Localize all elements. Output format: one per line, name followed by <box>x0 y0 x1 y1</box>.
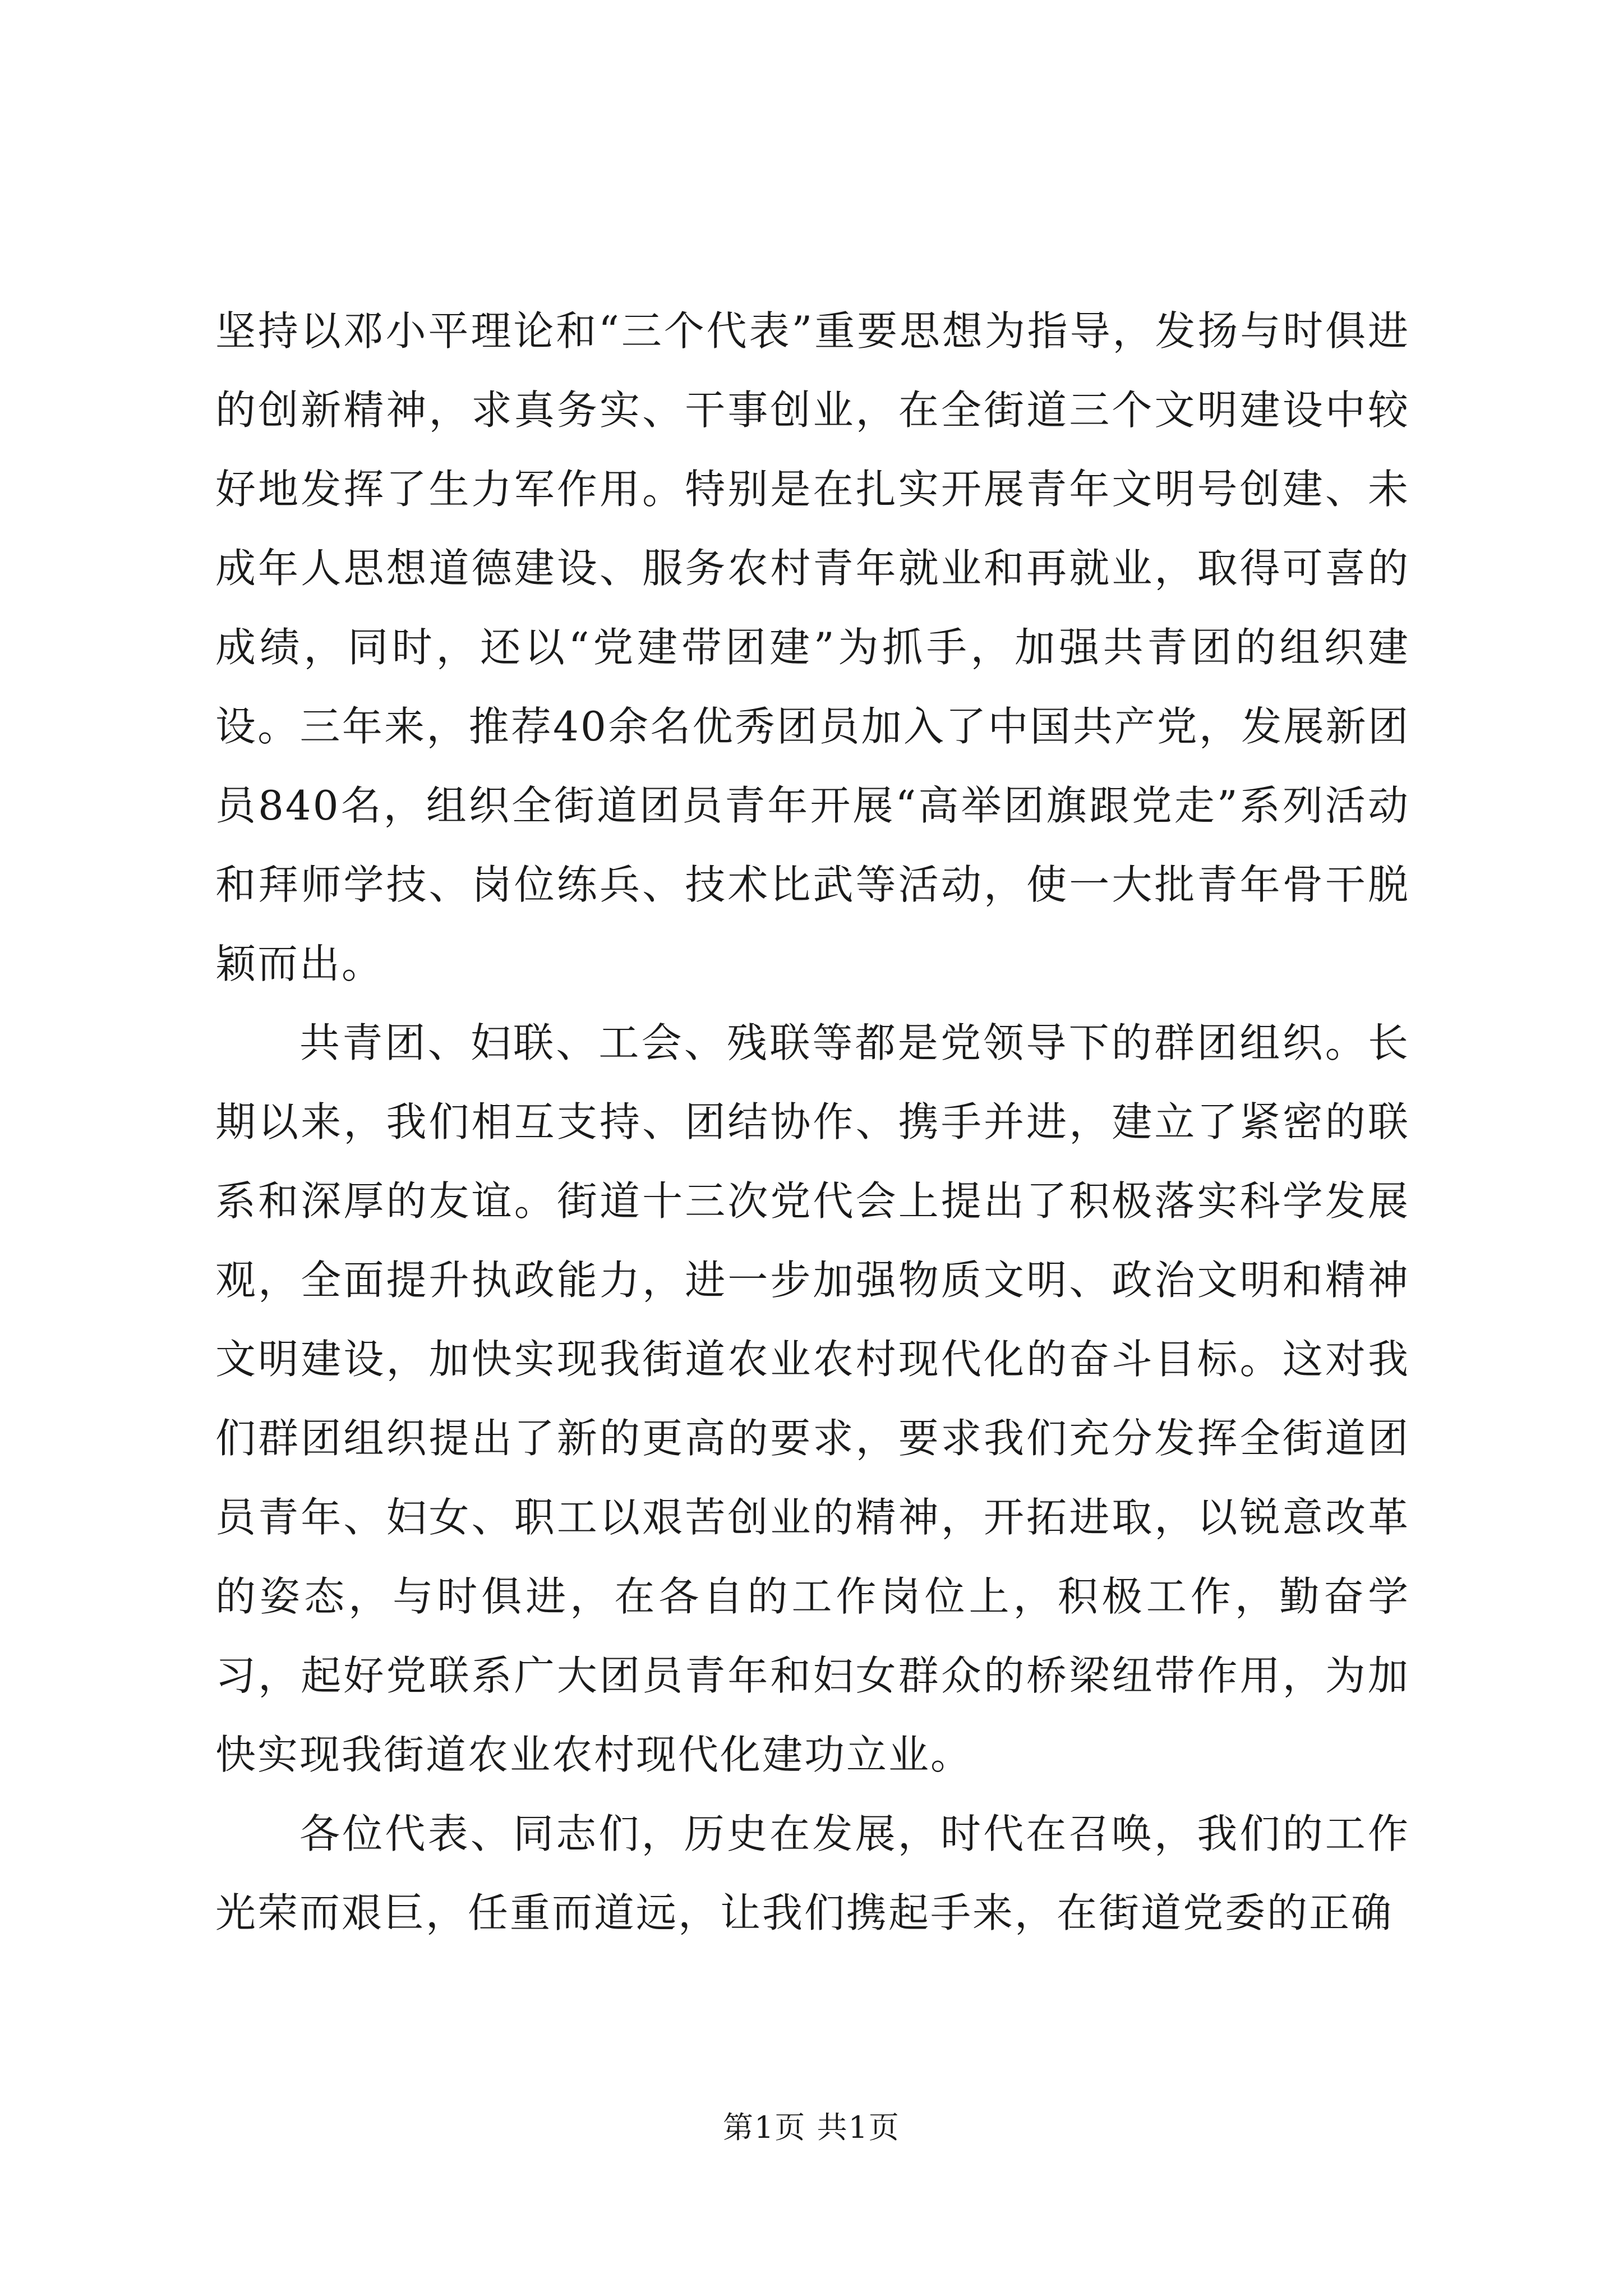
page-number-footer: 第1页 共1页 <box>723 2110 900 2145</box>
paragraph-mass-organizations: 共青团、妇联、工会、残联等都是党领导下的群团组织。长期以来，我们相互支持、团结协作、携手并进，建立了紧密的联系和深厚的友谊。街道十三次党代会上提出了积极落实科学发展观，全面提升执政能力，进一步加强物质文明、政治文明和精神文明建设，加快实现我街道农业农村现代化的奋斗目标。这对我们群团组织提出了新的更高的要求，要求我们充分发挥全街道团员青年、妇女、职工以艰苦创业的精神，开拓进取，以锐意改革的姿态，与时俱进，在各自的工作岗位上，积极工作，勤奋学习，起好党联系广大团员青年和妇女群众的桥梁纽带作用，为加快实现我街道农业农村现代化建功立业。 <box>215 1019 1410 1778</box>
document-body <box>215 292 1410 1953</box>
paragraph-closing: 各位代表、同志们，历史在发展，时代在召唤，我们的工作光荣而艰巨，任重而道远，让我们携起手来，在街道党委的正确 <box>215 1810 1410 1936</box>
paragraph-continuation: 坚持以邓小平理论和“三个代表”重要思想为指导，发扬与时俱进的创新精神，求真务实、干事创业，在全街道三个文明建设中较好地发挥了生力军作用。特别是在扎实开展青年文明号创建、未成年人思想道德建设、服务农村青年就业和再就业，取得可喜的成绩，同时，还以“党建带团建”为抓手，加强共青团的组织建设。三年来，推荐40余名优秀团员加入了中国共产党，发展新团员840名，组织全街道团员青年开展“高举团旗跟党走”系列活动和拜师学技、岗位练兵、技术比武等活动，使一大批青年骨干脱颖而出。 <box>215 307 1410 987</box>
